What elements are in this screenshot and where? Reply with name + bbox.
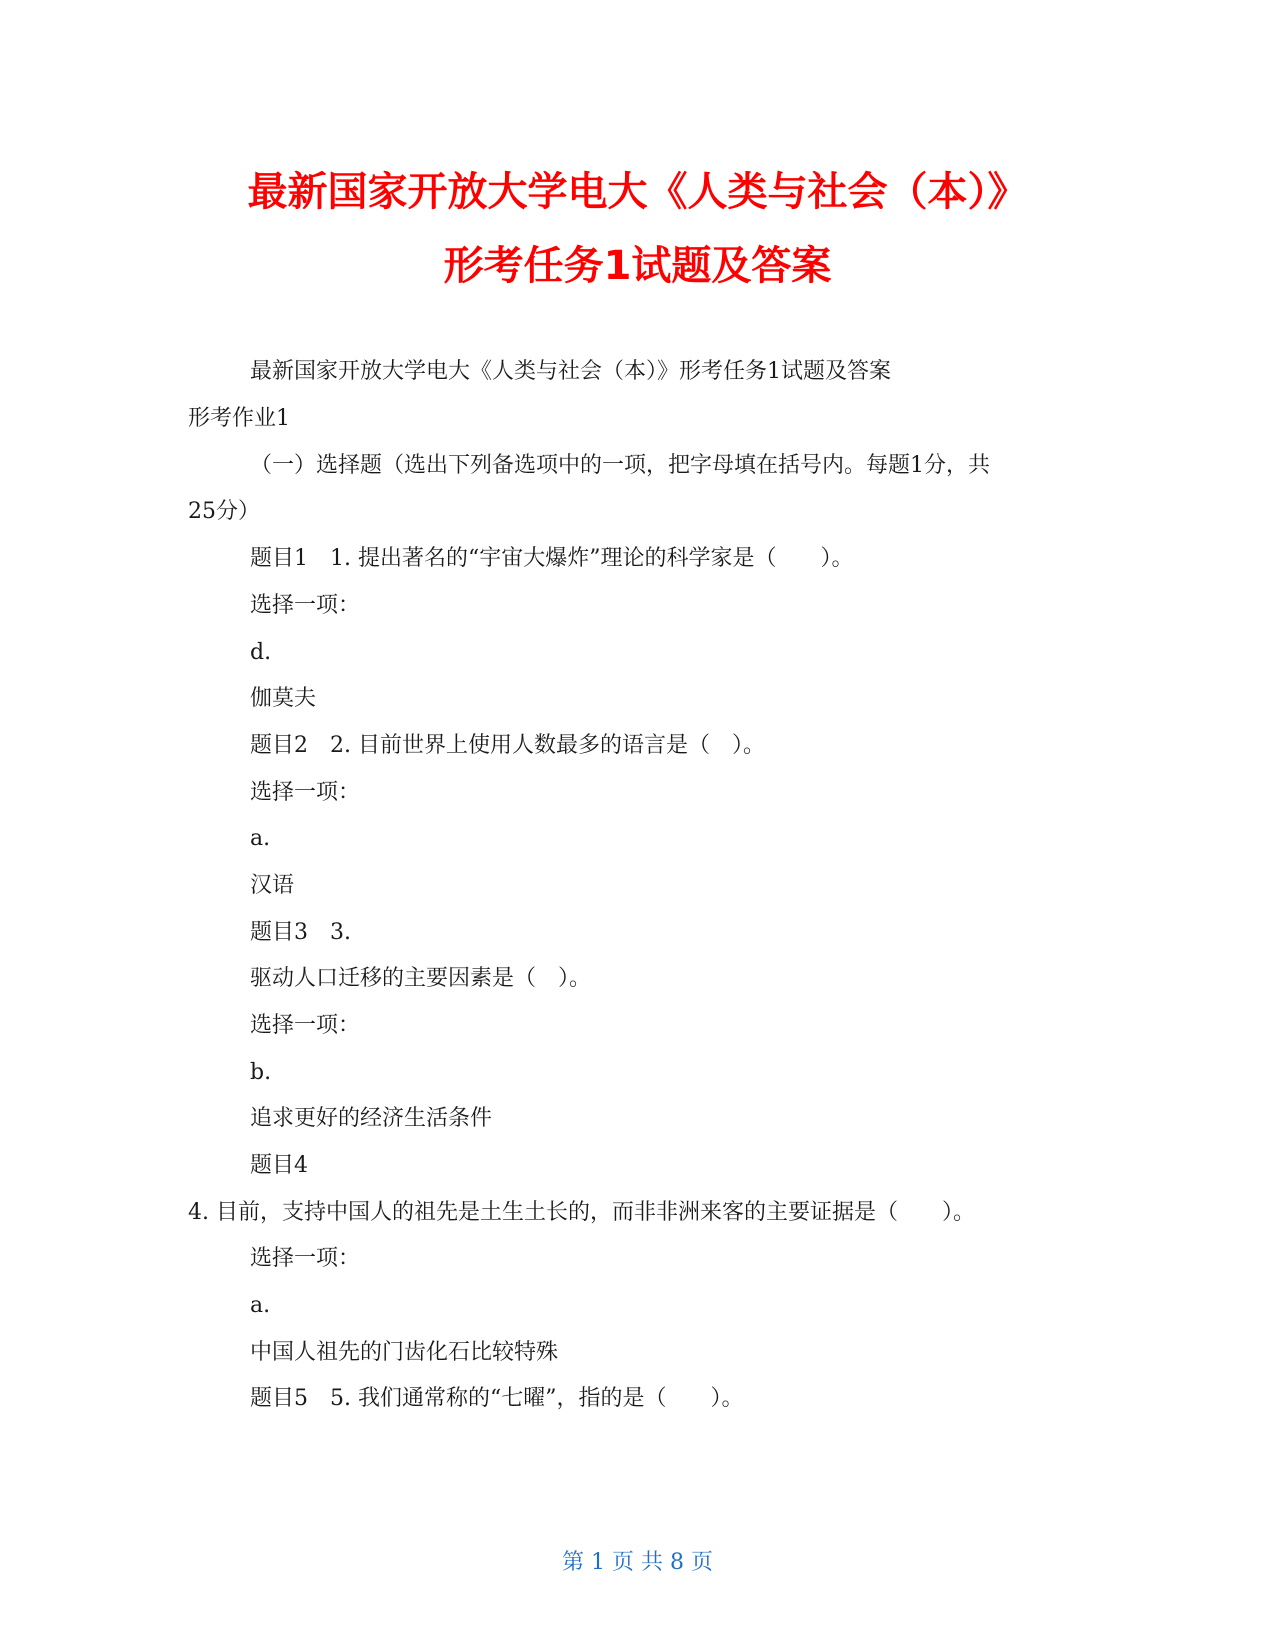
document-title-line-2: 形考任务1试题及答案 <box>443 243 832 289</box>
question-3-answer: 追求更好的经济生活条件 <box>250 1106 493 1131</box>
section-heading-line-2: 25分） <box>188 499 260 524</box>
subtitle-paragraph: 最新国家开放大学电大《人类与社会（本）》形考任务1试题及答案 <box>250 359 891 384</box>
question-4-answer: 中国人祖先的门齿化石比较特殊 <box>250 1340 559 1365</box>
question-1-option-letter: d. <box>250 640 272 665</box>
question-2: 题目2 2. 目前世界上使用人数最多的语言是（ ）。 <box>250 733 765 758</box>
section-heading-line-1: （一）选择题（选出下列备选项中的一项，把字母填在括号内。每题1分，共 <box>250 453 990 478</box>
question-1-choose-label: 选择一项： <box>250 593 361 618</box>
question-1: 题目1 1. 提出著名的“宇宙大爆炸”理论的科学家是（ ）。 <box>250 546 854 571</box>
question-5: 题目5 5. 我们通常称的“七曜”，指的是（ ）。 <box>250 1386 744 1411</box>
question-4-text: 4. 目前，支持中国人的祖先是土生土长的，而非非洲来客的主要证据是（ ）。 <box>188 1200 975 1225</box>
question-3-number: 题目3 3. <box>250 920 351 945</box>
assignment-label: 形考作业1 <box>188 406 290 431</box>
question-4-option-letter: a. <box>250 1293 271 1318</box>
question-4-choose-label: 选择一项： <box>250 1246 361 1271</box>
question-4-number: 题目4 <box>250 1153 308 1178</box>
question-3-text: 驱动人口迁移的主要因素是（ ）。 <box>250 966 592 991</box>
page-footer: 第 1 页 共 8 页 <box>562 1550 713 1575</box>
question-2-choose-label: 选择一项： <box>250 780 361 805</box>
document-title-line-1: 最新国家开放大学电大《人类与社会（本）》 <box>247 169 1028 215</box>
question-2-answer: 汉语 <box>250 873 295 898</box>
question-3-choose-label: 选择一项： <box>250 1013 361 1038</box>
question-1-answer: 伽莫夫 <box>250 686 317 711</box>
question-2-option-letter: a. <box>250 826 271 851</box>
question-3-option-letter: b. <box>250 1060 272 1085</box>
